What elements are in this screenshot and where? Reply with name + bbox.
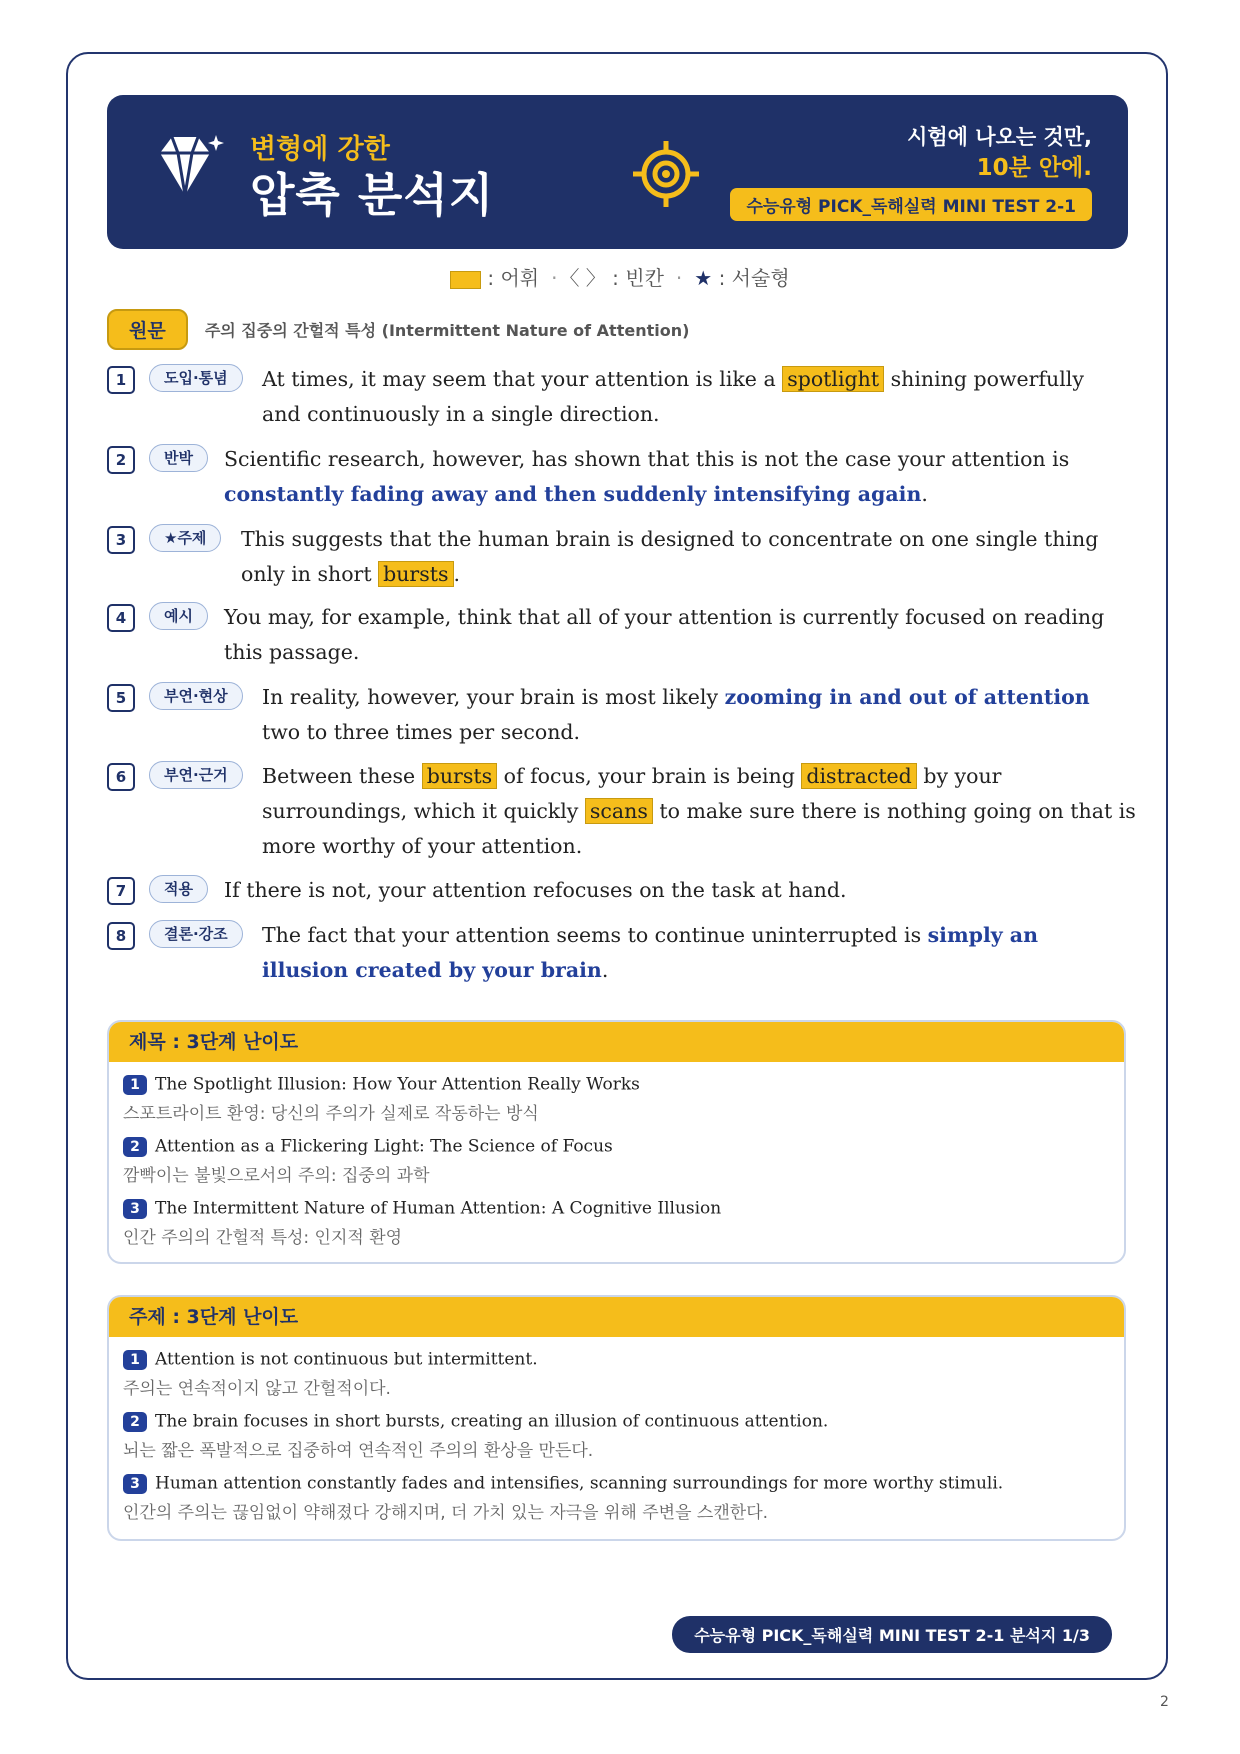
source-row bbox=[107, 309, 689, 350]
sentence-tag: 부연·근거 bbox=[149, 761, 243, 789]
option-number: 1 bbox=[123, 1350, 147, 1370]
star-icon: ★ bbox=[694, 266, 713, 290]
option-english: Human attention constantly fades and intensifies, scanning surroundings for more worthy stimuli. bbox=[155, 1473, 1004, 1494]
option-english: The Intermittent Nature of Human Attention: A Cognitive Illusion bbox=[155, 1198, 722, 1219]
sentence-tag: 도입·통념 bbox=[149, 364, 243, 392]
option-korean: 인간 주의의 간헐적 특성: 인지적 환영 bbox=[123, 1227, 403, 1248]
topic-options-box bbox=[107, 1295, 1126, 1541]
sentence-tag: ★주제 bbox=[149, 524, 221, 552]
sentence-number: 3 bbox=[107, 526, 135, 554]
sentence-text: You may, for example, think that all of your attention is currently focused on reading this passage. bbox=[224, 605, 1105, 664]
sentence-tag: 예시 bbox=[149, 602, 208, 630]
option-korean: 인간의 주의는 끊임없이 약해졌다 강해지며, 더 가치 있는 자극을 위해 주변을 스캔한다. bbox=[123, 1502, 769, 1523]
vocab-highlight: bursts bbox=[422, 763, 497, 789]
test-label-pill: 수능유형 PICK_독해실력 MINI TEST 2-1 bbox=[730, 188, 1092, 221]
sentence-text: Between these bursts of focus, your brain is being distracted by your surroundings, which it quickly scans to make sure there is nothing going on that is more worthy of your attention. bbox=[262, 764, 1136, 858]
vocab-highlight: bursts bbox=[378, 561, 453, 587]
banner-title: 압축 분석지 bbox=[250, 168, 495, 222]
option-number: 3 bbox=[123, 1199, 147, 1219]
title-box-heading: 제목 : 3단계 난이도 bbox=[109, 1022, 1124, 1062]
sentence-tag: 반박 bbox=[149, 444, 208, 472]
sentence-text: The fact that your attention seems to continue uninterrupted is simply an illusion created by your brain. bbox=[262, 923, 1038, 982]
vocab-highlight: scans bbox=[585, 798, 653, 824]
option-number: 2 bbox=[123, 1137, 147, 1157]
sentence-text: In reality, however, your brain is most likely zooming in and out of attention two to three times per second. bbox=[262, 685, 1090, 744]
vocab-swatch bbox=[450, 271, 481, 289]
key-phrase: zooming in and out of attention bbox=[724, 685, 1090, 709]
option-english: Attention as a Flickering Light: The Science of Focus bbox=[155, 1136, 613, 1157]
legend-blank: : 빈칸 bbox=[612, 266, 664, 290]
page-number: 2 bbox=[1160, 1694, 1169, 1710]
sentence-text: If there is not, your attention refocuses on the task at hand. bbox=[224, 878, 847, 902]
option-korean: 주의는 연속적이지 않고 간헐적이다. bbox=[123, 1378, 391, 1399]
vocab-highlight: distracted bbox=[801, 763, 916, 789]
option-korean: 스포트라이트 환영: 당신의 주의가 실제로 작동하는 방식 bbox=[123, 1103, 539, 1124]
option-english: The Spotlight Illusion: How Your Attention Really Works bbox=[155, 1074, 640, 1095]
banner-tagline-highlight: 10분 안에. bbox=[976, 155, 1092, 181]
option-english: The brain focuses in short bursts, creating an illusion of continuous attention. bbox=[155, 1411, 829, 1432]
title-option bbox=[123, 1198, 721, 1248]
option-number: 3 bbox=[123, 1474, 147, 1494]
sentence-tag: 결론·강조 bbox=[149, 920, 243, 948]
vocab-highlight: spotlight bbox=[782, 366, 884, 392]
sentence-number: 2 bbox=[107, 446, 135, 474]
option-number: 2 bbox=[123, 1412, 147, 1432]
source-title: 주의 집중의 간헐적 특성 (Intermittent Nature of Attention) bbox=[204, 321, 690, 340]
option-english: Attention is not continuous but intermittent. bbox=[155, 1349, 538, 1370]
sentence-number: 5 bbox=[107, 684, 135, 712]
topic-option bbox=[123, 1473, 1003, 1523]
gem-icon bbox=[152, 131, 228, 201]
sentence-text: At times, it may seem that your attention is like a spotlight shining powerfully and continuously in a single direction. bbox=[262, 367, 1084, 426]
title-options-box bbox=[107, 1020, 1126, 1264]
sentence-number: 4 bbox=[107, 604, 135, 632]
sentence-text: Scientific research, however, has shown that this is not the case your attention is constantly fading away and then suddenly intensifying again. bbox=[224, 447, 1070, 506]
sentence-number: 1 bbox=[107, 366, 135, 394]
topic-box-heading: 주제 : 3단계 난이도 bbox=[109, 1297, 1124, 1337]
legend-vocab: : 어휘 bbox=[487, 266, 540, 290]
footer-label-pill: 수능유형 PICK_독해실력 MINI TEST 2-1 분석지 1/3 bbox=[672, 1616, 1112, 1653]
topic-option bbox=[123, 1349, 538, 1399]
topic-option bbox=[123, 1411, 828, 1461]
option-korean: 뇌는 짧은 폭발적으로 집중하여 연속적인 주의의 환상을 만든다. bbox=[123, 1440, 594, 1461]
banner-subtitle: 변형에 강한 bbox=[250, 134, 390, 165]
title-option bbox=[123, 1136, 613, 1186]
sentence-number: 7 bbox=[107, 877, 135, 905]
header-banner bbox=[107, 95, 1128, 249]
banner-tagline: 시험에 나오는 것만, bbox=[907, 125, 1092, 149]
option-korean: 깜빡이는 불빛으로서의 주의: 집중의 과학 bbox=[123, 1165, 430, 1186]
source-badge: 원문 bbox=[107, 309, 188, 350]
target-icon bbox=[631, 139, 701, 209]
sentence-number: 8 bbox=[107, 922, 135, 950]
sentence-tag: 부연·현상 bbox=[149, 682, 243, 710]
legend: : 어휘 · 〈 〉 : 빈칸 · ★ : 서술형 bbox=[0, 262, 1240, 291]
title-option bbox=[123, 1074, 640, 1124]
sentence-tag: 적용 bbox=[149, 875, 208, 903]
legend-essay: : 서술형 bbox=[718, 266, 790, 290]
key-phrase: simply an illusion created by your brain bbox=[262, 923, 1038, 982]
sentence-number: 6 bbox=[107, 763, 135, 791]
sentence-text: This suggests that the human brain is designed to concentrate on one single thing only in short bursts . bbox=[241, 527, 1099, 586]
option-number: 1 bbox=[123, 1075, 147, 1095]
key-phrase: constantly fading away and then suddenly intensifying again bbox=[224, 482, 922, 506]
legend-blank-symbol: 〈 〉 bbox=[569, 266, 606, 290]
